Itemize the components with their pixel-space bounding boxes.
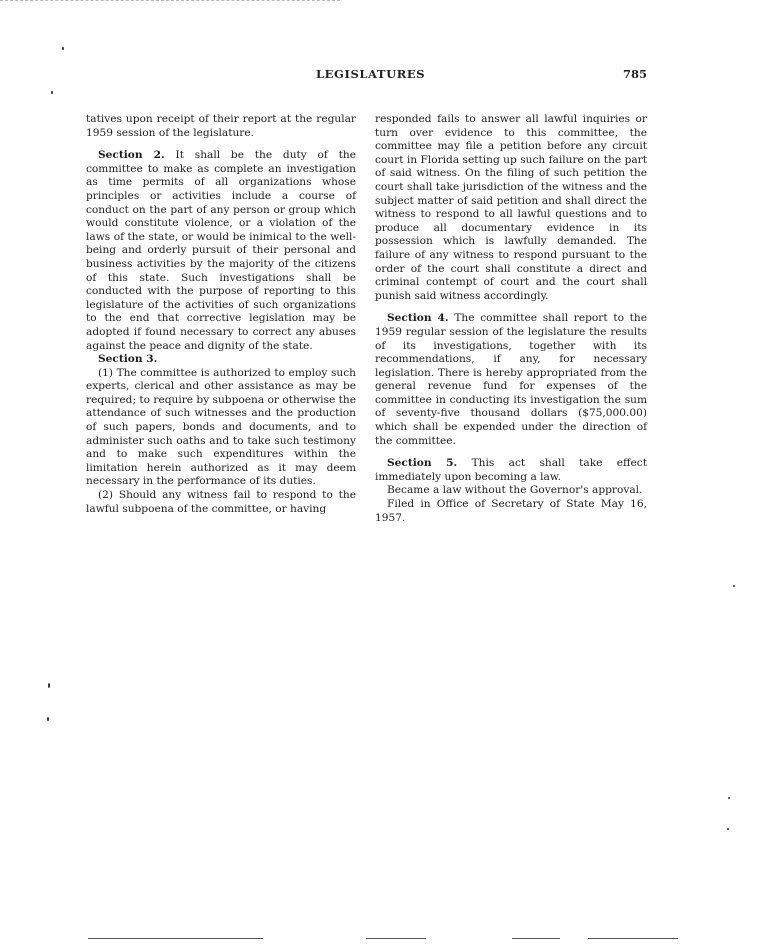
scan-bottom-edge (512, 938, 560, 939)
paragraph-continuation: tatives upon receipt of their report at the regular 1959 session of the legislature. (86, 113, 356, 139)
section-5-paragraph (375, 457, 647, 484)
scan-speck (728, 797, 730, 799)
scan-bottom-edge (366, 938, 426, 939)
section-5-label: Section 5. (387, 457, 458, 470)
paragraph-continuation: responded fails to answer all lawful inquiries or turn over evidence to this committee, the committee may file a petition before any circuit court in Florida setting up such failure on the part of said witness. On the filing of such petition the court shall take jurisdiction of the witness and the subject matter of said petition and shall direct the witness to respond to all lawful questions and to produce all documentary evidence in its possession which is lawfully demanded. The failure of any witness to respond pursuant to the order of the court shall constitute a direct and criminal contempt of court and the court shall punish said witness accordingly. (375, 113, 647, 302)
scan-speck (48, 683, 50, 688)
scan-top-border (0, 0, 340, 1)
right-column (375, 113, 647, 525)
section-2-label: Section 2. (98, 149, 165, 162)
running-header-title: LEGISLATURES (316, 67, 426, 81)
page-number: 785 (623, 67, 648, 81)
scan-speck (51, 91, 53, 94)
section-4-text: The committee shall report to the 1959 regular session of the legislature the results of its investigations, together with its recommendations, if any, for necessary legislation. There is hereby appropriated from the general revenue fund for expenses of the committee in conducting its investigation the sum of seventy-five thousand dollars ($75,000.00) which shall be expended under the direction of the committee. (375, 312, 648, 447)
section-3-subsection-2: (2) Should any witness fail to respond to the lawful subpoena of the committee, or having (86, 489, 356, 515)
scan-bottom-edge (88, 938, 263, 939)
left-column (86, 113, 356, 516)
section-2-text: It shall be the duty of the committee to make as complete an investigation as time permits of all organizations whose principles or activities include a course of conduct on the part of any person or group which would constitute violence, or a violation of the laws of the state, or would be inimical to the well-being and orderly pursuit of their personal and business activities by the majority of the citizens of this state. Such investigations shall be conducted with the purpose of reporting to this legislature of the activities of such organizations to the end that corrective legislation may be adopted if found necessary to correct any abuses against the peace and dignity of the state. (86, 149, 357, 352)
filing-note: Filed in Office of Secretary of State May 16, 1957. (375, 498, 647, 524)
scan-speck (733, 585, 735, 587)
section-4-label: Section 4. (387, 312, 449, 325)
scan-speck (47, 717, 49, 721)
approval-note: Became a law without the Governor's approval. (387, 484, 643, 497)
section-4-paragraph (375, 312, 647, 448)
scan-speck (62, 47, 64, 50)
section-3-label: Section 3. (98, 353, 158, 366)
section-3-subsection-1: (1) The committee is authorized to employ such experts, clerical and other assistance as may be required; to require by subpoena or otherwise the attendance of such witnesses and the production of such papers, bonds and documents, and to administer such oaths and to take such testimony and to make such expenditures within the limitation herein authorized as it may deem necessary in the performance of its duties. (86, 366, 356, 488)
scan-speck (727, 828, 729, 830)
scan-bottom-edge (588, 938, 678, 939)
section-2-paragraph (86, 149, 356, 353)
section-5-text: This act shall take effect immediately upon becoming a law. (375, 457, 647, 483)
